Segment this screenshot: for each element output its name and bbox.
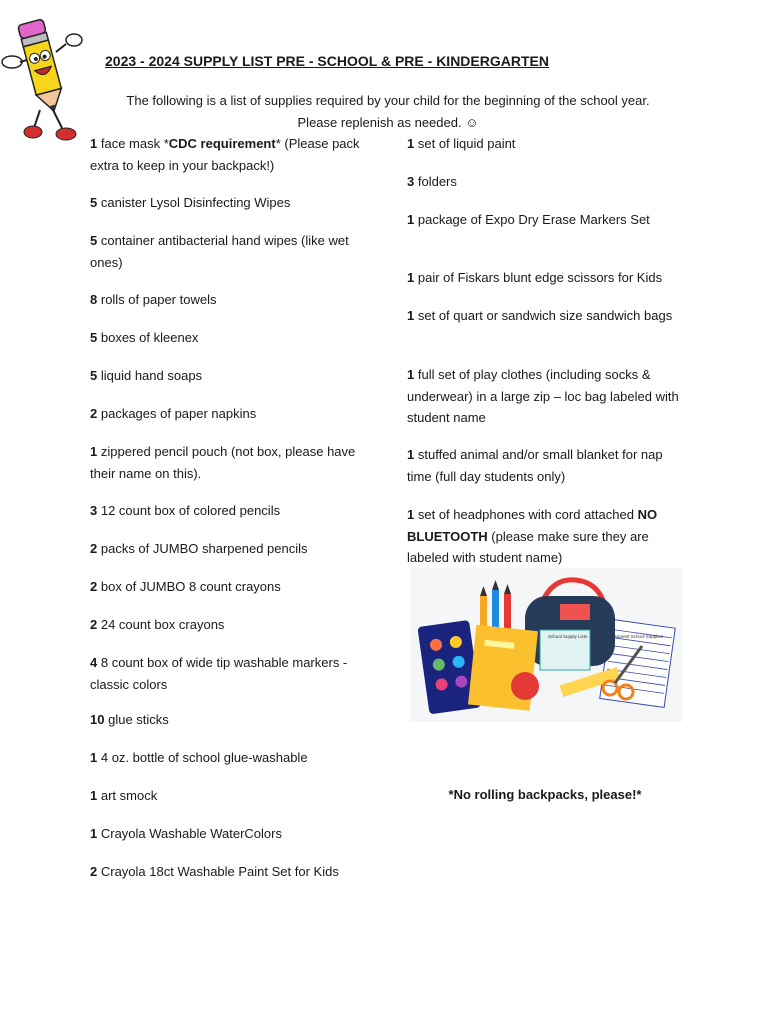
supply-item <box>90 709 380 731</box>
supply-emphasis: NO BLUETOOTH <box>407 507 658 544</box>
intro-line-2: Please replenish as needed. ☺ <box>297 115 479 130</box>
supply-description: boxes of kleenex <box>100 330 199 345</box>
supply-description: full set of play clothes (including socks & underwear) in a large zip – loc bag labeled with student name <box>407 367 679 425</box>
supply-description: art smock <box>100 788 158 803</box>
supply-emphasis: CDC requirement <box>168 136 276 151</box>
supply-description: container antibacterial hand wipes (like wet ones) <box>90 233 349 270</box>
supply-item <box>407 504 687 569</box>
supply-quantity: 5 <box>90 195 98 210</box>
supply-item <box>407 444 687 487</box>
supply-quantity: 2 <box>90 541 98 556</box>
supply-item <box>90 576 380 598</box>
supply-description: box of JUMBO 8 count crayons <box>100 579 281 594</box>
supply-item <box>407 171 687 193</box>
supply-quantity: 1 <box>407 270 415 285</box>
supply-quantity: 1 <box>90 136 98 151</box>
supply-quantity: 8 <box>90 292 98 307</box>
no-rolling-backpacks-note: *No rolling backpacks, please!* <box>448 787 642 802</box>
supply-description: packs of JUMBO sharpened pencils <box>100 541 308 556</box>
supply-description: 12 count box of colored pencils <box>100 503 281 518</box>
supply-item <box>90 327 380 349</box>
supply-description: set of liquid paint <box>417 136 516 151</box>
supply-quantity: 1 <box>90 750 98 765</box>
supply-description: Crayola 18ct Washable Paint Set for Kids <box>100 864 339 879</box>
supply-quantity: 5 <box>90 368 98 383</box>
supply-quantity: 1 <box>90 826 98 841</box>
pencil-mascot-illustration <box>0 10 88 150</box>
supply-item <box>407 267 687 289</box>
supply-description: liquid hand soaps <box>100 368 203 383</box>
supply-item <box>90 614 380 636</box>
supply-description: pair of Fiskars blunt edge scissors for Kids <box>417 270 663 285</box>
supply-quantity: 1 <box>90 788 98 803</box>
supply-quantity: 2 <box>90 617 98 632</box>
supply-item <box>90 747 380 769</box>
supply-quantity: 2 <box>90 864 98 879</box>
supply-description: zippered pencil pouch (not box, please have their name on this). <box>90 444 356 481</box>
supply-description: rolls of paper towels <box>100 292 217 307</box>
supply-item <box>407 133 687 155</box>
supply-quantity: 4 <box>90 655 98 670</box>
supply-description: 4 oz. bottle of school glue-washable <box>100 750 308 765</box>
page-title: 2023 - 2024 SUPPLY LIST PRE - SCHOOL & PRE - KINDERGARTEN <box>105 53 549 69</box>
supply-description: set of headphones with cord attached <box>417 507 638 522</box>
supply-quantity: 1 <box>407 367 415 382</box>
supply-description-continued: * (Please pack extra to keep in your backpack!) <box>90 136 360 173</box>
supply-item <box>90 192 380 214</box>
supply-quantity: 5 <box>90 330 98 345</box>
supply-item <box>90 133 380 176</box>
supply-quantity: 2 <box>90 579 98 594</box>
supply-description: packages of paper napkins <box>100 406 257 421</box>
supply-item <box>407 364 687 429</box>
supply-description: 8 count box of wide tip washable markers - classic colors <box>90 655 348 692</box>
illustration-caption: School Supply Lists - Clipart Transparent School Supplies <box>548 634 664 639</box>
school-supplies-illustration <box>410 568 682 722</box>
intro-line-1: The following is a list of supplies required by your child for the beginning of the school year. <box>126 93 650 108</box>
supply-item <box>90 538 380 560</box>
supply-description: canister Lysol Disinfecting Wipes <box>100 195 291 210</box>
supply-quantity: 1 <box>407 507 415 522</box>
supply-item <box>90 652 380 695</box>
supply-item <box>90 441 380 484</box>
supply-description-continued: (please make sure they are labeled with student name) <box>407 528 649 565</box>
supply-quantity: 5 <box>90 233 98 248</box>
supply-quantity: 2 <box>90 406 98 421</box>
supply-item <box>90 403 380 425</box>
supply-description: package of Expo Dry Erase Markers Set <box>417 212 650 227</box>
supply-item <box>407 305 687 327</box>
supply-item <box>407 209 687 231</box>
supply-item <box>90 861 380 883</box>
supply-item <box>90 823 380 845</box>
supply-quantity: 1 <box>407 136 415 151</box>
supply-quantity: 1 <box>90 444 98 459</box>
supply-description: face mask * <box>100 136 169 151</box>
supply-item <box>90 365 380 387</box>
supply-description: folders <box>417 174 457 189</box>
supply-item <box>90 230 380 273</box>
supply-quantity: 1 <box>407 212 415 227</box>
supply-quantity: 10 <box>90 712 105 727</box>
supply-description: Crayola Washable WaterColors <box>100 826 282 841</box>
supply-item <box>90 785 380 807</box>
supply-quantity: 1 <box>407 447 415 462</box>
supply-description: set of quart or sandwich size sandwich bags <box>417 308 673 323</box>
supply-quantity: 3 <box>90 503 98 518</box>
intro-text <box>98 90 678 134</box>
supply-description: 24 count box crayons <box>100 617 225 632</box>
supply-item <box>90 289 380 311</box>
supply-item <box>90 500 380 522</box>
supply-quantity: 3 <box>407 174 415 189</box>
supply-description: glue sticks <box>108 712 169 727</box>
supply-quantity: 1 <box>407 308 415 323</box>
supply-description: stuffed animal and/or small blanket for nap time (full day students only) <box>407 447 663 484</box>
